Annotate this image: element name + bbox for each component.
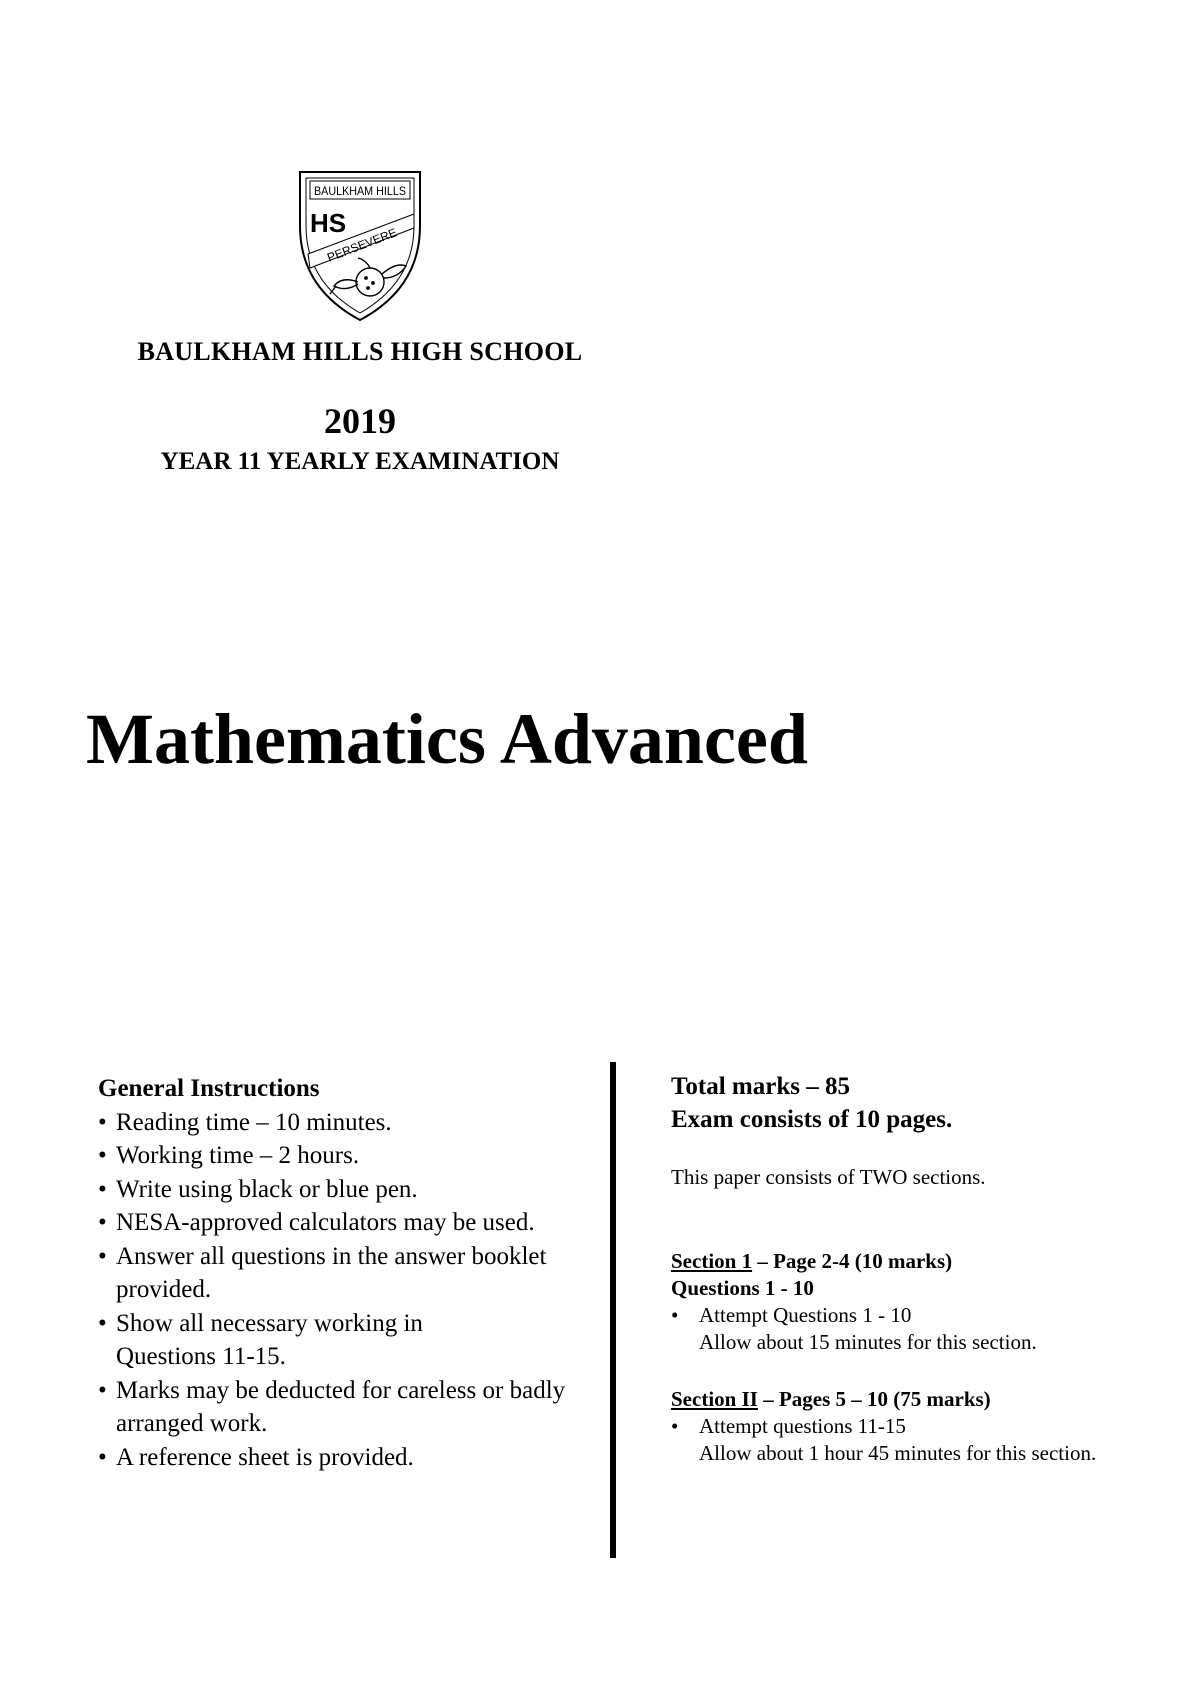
total-marks: Total marks – 85: [671, 1073, 850, 1100]
section-1-bullet: [671, 1302, 1141, 1356]
exam-year: 2019: [324, 401, 396, 441]
section-2-details: – Pages 5 – 10 (75 marks): [757, 1387, 991, 1411]
crest-initials: HS: [310, 208, 347, 238]
crest-motto: PERSEVERE: [325, 225, 399, 265]
instruction-item: • NESA-approved calculators may be used.: [98, 1206, 556, 1240]
column-divider: [610, 1062, 616, 1558]
school-name: BAULKHAM HILLS HIGH SCHOOL: [137, 337, 583, 366]
section-2-time: Allow about 1 hour 45 minutes for this section.: [699, 1441, 1097, 1465]
general-instructions: [98, 1072, 598, 1474]
section-1: [671, 1248, 1141, 1356]
sections-note: This paper consists of TWO sections.: [671, 1165, 986, 1189]
exam-name: YEAR 11 YEARLY EXAMINATION: [160, 448, 560, 475]
section-1-label: Section 1: [671, 1249, 753, 1273]
section-2-attempt: • Attempt questions 11-15: [699, 1414, 906, 1438]
section-2-bullet: [671, 1413, 1141, 1467]
section-1-details: – Page 2-4 (10 marks): [752, 1249, 953, 1273]
instruction-item: • Working time – 2 hours.: [98, 1139, 598, 1173]
instruction-item: • Marks may be deducted for careless or badly arranged work.: [98, 1374, 586, 1441]
page-count: Exam consists of 10 pages.: [671, 1106, 953, 1133]
section-2-heading: [671, 1386, 1141, 1413]
general-instructions-heading: General Instructions: [98, 1075, 320, 1102]
instruction-item: • Show all necessary working in Questions 11-15.: [98, 1307, 516, 1374]
section-2-label: Section II: [671, 1387, 758, 1411]
instructions-list: [98, 1106, 598, 1475]
instruction-item: • A reference sheet is provided.: [98, 1441, 598, 1475]
instruction-item: • Reading time – 10 minutes.: [98, 1106, 598, 1140]
subject-title: Mathematics Advanced: [86, 699, 808, 779]
section-1-attempt: • Attempt Questions 1 - 10: [699, 1303, 912, 1327]
section-1-questions: Questions 1 - 10: [671, 1276, 814, 1300]
section-2: [671, 1386, 1141, 1467]
instruction-item: • Write using black or blue pen.: [98, 1173, 598, 1207]
section-1-heading: [671, 1248, 1141, 1275]
instruction-item: • Answer all questions in the answer booklet provided.: [98, 1240, 556, 1307]
school-crest: [296, 170, 424, 322]
exam-summary: [671, 1070, 1141, 1467]
crest-banner-text: BAULKHAM HILLS: [314, 184, 406, 198]
section-1-time: Allow about 15 minutes for this section.: [699, 1330, 1037, 1354]
